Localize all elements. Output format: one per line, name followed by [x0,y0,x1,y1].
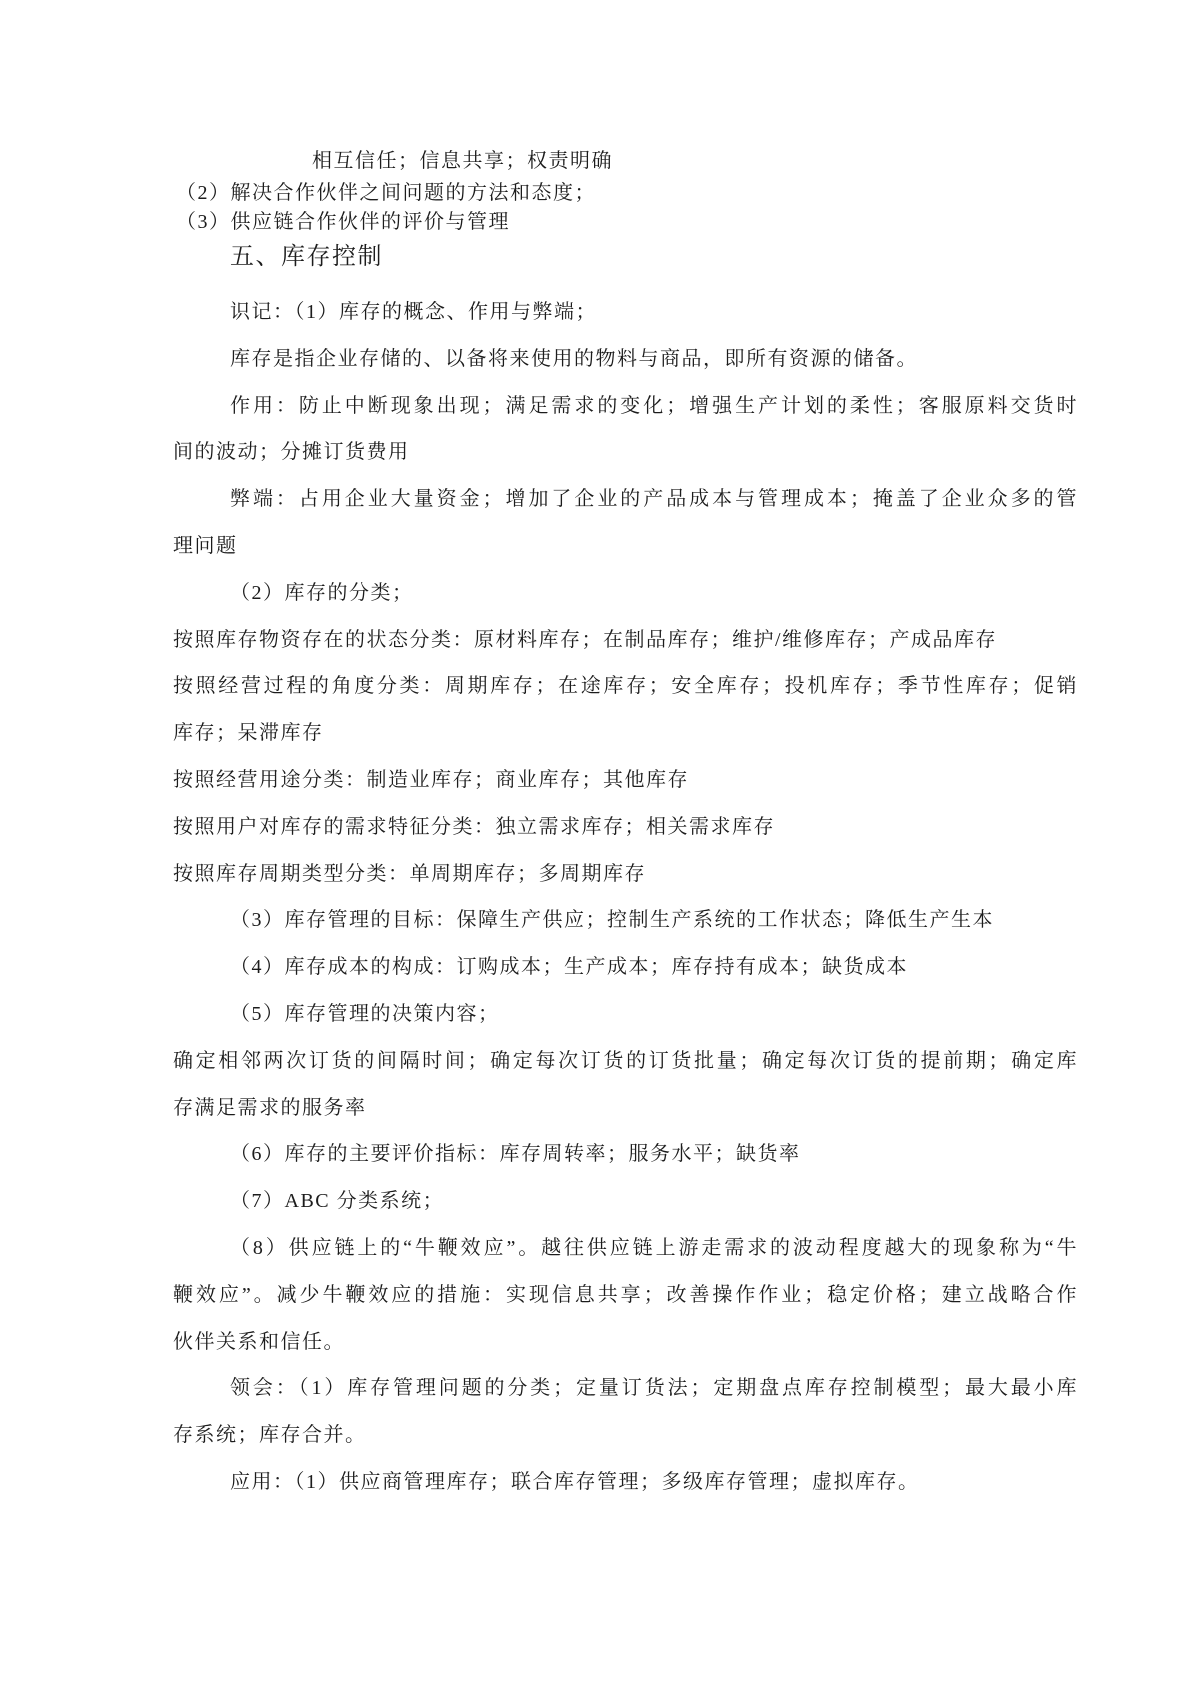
doc-line: （8）供应链上的“牛鞭效应”。越往供应链上游走需求的波动程度越大的现象称为“牛 [230,1237,1078,1259]
doc-line: 间的波动；分摊订货费用 [173,441,410,463]
doc-line: 存满足需求的服务率 [173,1097,367,1119]
doc-line: 库存；呆滞库存 [173,722,324,744]
doc-line: 按照用户对库存的需求特征分类：独立需求库存；相关需求库存 [173,816,775,838]
doc-line: （4）库存成本的构成：订购成本；生产成本；库存持有成本；缺货成本 [230,956,908,978]
doc-line: 应用：（1）供应商管理库存；联合库存管理；多级库存管理；虚拟库存。 [230,1471,920,1493]
doc-line: （3）库存管理的目标：保障生产供应；控制生产系统的工作状态；降低生产生本 [230,909,994,931]
doc-line: （5）库存管理的决策内容； [230,1003,500,1025]
doc-line: 按照库存周期类型分类：单周期库存；多周期库存 [173,863,646,885]
doc-line: 存系统；库存合并。 [173,1424,367,1446]
doc-line-list-item: （3）供应链合作伙伴的评价与管理 [176,211,510,233]
doc-line: 确定相邻两次订货的间隔时间；确定每次订货的订货批量；确定每次订货的提前期；确定库 [173,1050,1078,1072]
doc-line: 按照库存物资存在的状态分类：原材料库存；在制品库存；维护/维修库存；产成品库存 [173,629,998,651]
doc-line-continuation: 相互信任；信息共享；权责明确 [312,150,613,172]
doc-line: 鞭效应”。减少牛鞭效应的措施：实现信息共享；改善操作作业；稳定价格；建立战略合作 [173,1284,1078,1306]
doc-line: 作用：防止中断现象出现；满足需求的变化；增强生产计划的柔性；客服原料交货时 [230,395,1078,417]
doc-line: 按照经营过程的角度分类：周期库存；在途库存；安全库存；投机库存；季节性库存；促销 [173,675,1078,697]
doc-line: （6）库存的主要评价指标：库存周转率；服务水平；缺货率 [230,1143,801,1165]
doc-line: （2）库存的分类； [230,582,414,604]
doc-line: 库存是指企业存储的、以备将来使用的物料与商品，即所有资源的储备。 [230,348,918,370]
doc-line: 伙伴关系和信任。 [173,1331,345,1353]
doc-line: 领会：（1）库存管理问题的分类；定量订货法；定期盘点库存控制模型；最大最小库 [230,1377,1078,1399]
doc-line-list-item: （2）解决合作伙伴之间问题的方法和态度； [176,182,596,204]
doc-line: 按照经营用途分类：制造业库存；商业库存；其他库存 [173,769,689,791]
doc-line: （7）ABC 分类系统； [230,1190,445,1212]
doc-line: 理问题 [173,535,238,557]
section-heading: 五、库存控制 [230,244,383,270]
doc-line: 弊端：占用企业大量资金；增加了企业的产品成本与管理成本；掩盖了企业众多的管 [230,488,1078,510]
doc-line: 识记：（1）库存的概念、作用与弊端； [230,301,597,323]
